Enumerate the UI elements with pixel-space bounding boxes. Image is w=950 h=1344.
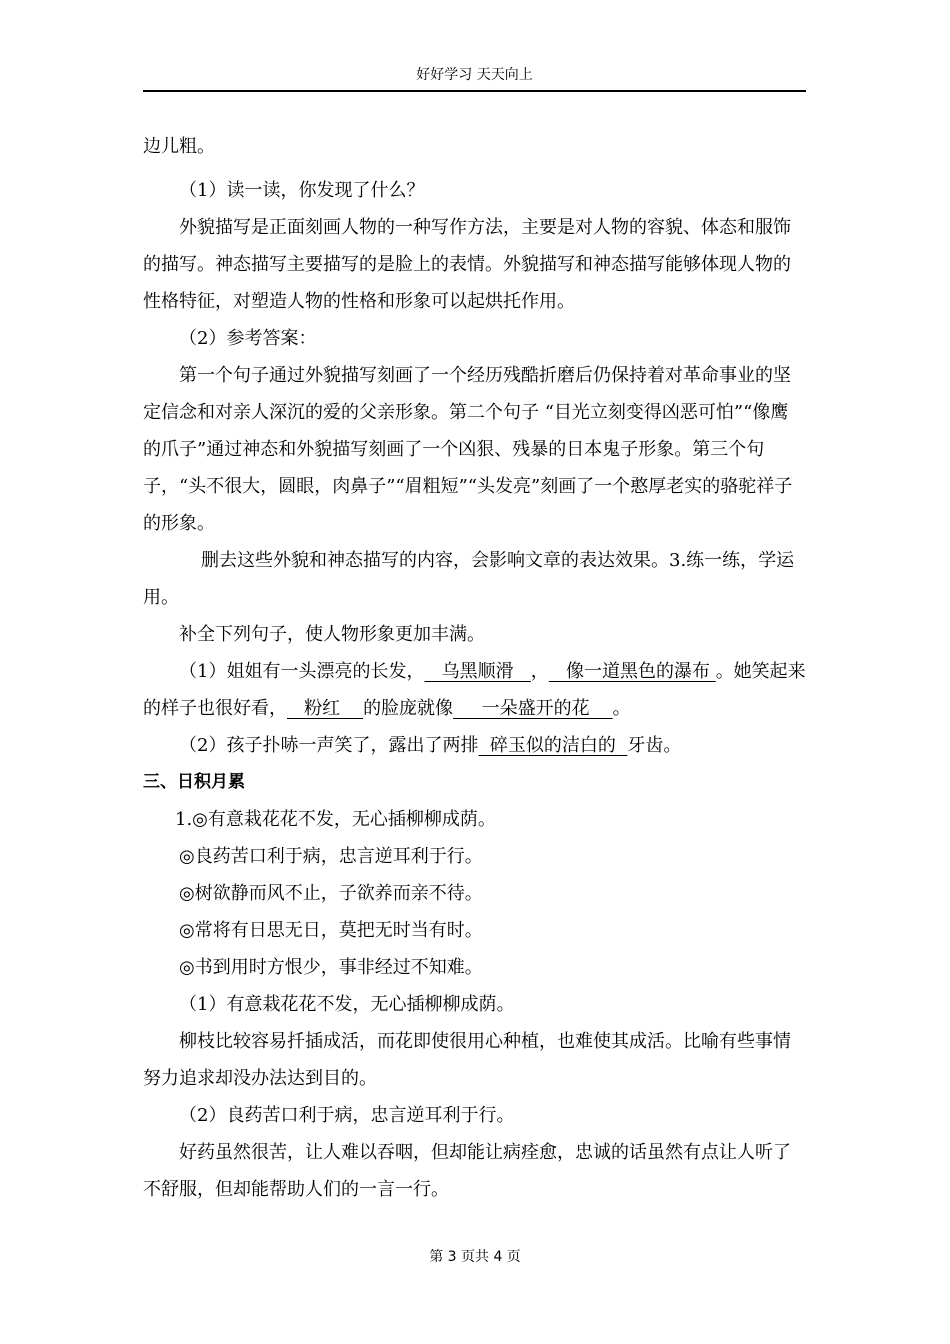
section-heading: 三、日积月累 bbox=[143, 772, 245, 792]
paragraph: 柳枝比较容易扦插成活，而花即使很用心种植，也难使其成活。比喻有些事情努力追求却没办法达到目的。 bbox=[143, 1031, 791, 1089]
proverb-line: ◎书到用时方恨少，事非经过不知难。 bbox=[179, 957, 483, 978]
sentence-text: 。 bbox=[612, 698, 631, 719]
fill-in-sentence bbox=[143, 653, 806, 727]
paragraph: 边儿粗。 bbox=[143, 136, 215, 157]
answer-blank: 乌黑顺滑 bbox=[424, 661, 531, 682]
paragraph: 好药虽然很苦，让人难以吞咽，但却能让病痊愈，忠诚的话虽然有点让人听了不舒服，但却能帮助人们的一言一行。 bbox=[143, 1142, 791, 1200]
answer-blank: 碎玉似的洁白的 bbox=[478, 735, 628, 756]
proverb-line: 1.◎有意栽花花不发，无心插柳柳成荫。 bbox=[175, 809, 496, 830]
sentence-text: ， bbox=[530, 661, 549, 682]
paragraph: 补全下列句子，使人物形象更加丰满。 bbox=[179, 624, 485, 645]
paragraph: （2）良药苦口利于病，忠言逆耳利于行。 bbox=[179, 1105, 515, 1126]
page-footer bbox=[0, 1246, 950, 1266]
proverb-line: ◎良药苦口利于病，忠言逆耳利于行。 bbox=[179, 846, 483, 867]
paragraph: 外貌描写是正面刻画人物的一种写作方法，主要是对人物的容貌、体态和服饰的描写。神态描写主要描写的是脸上的表情。外貌描写和神态描写能够体现人物的性格特征，对塑造人物的性格和形象可以起烘托作用。 bbox=[143, 217, 791, 312]
page-header bbox=[143, 60, 806, 92]
paragraph: （1）有意栽花花不发，无心插柳柳成荫。 bbox=[179, 994, 515, 1015]
proverb-line: ◎常将有日思无日，莫把无时当有时。 bbox=[179, 920, 483, 941]
paragraph: （1）读一读，你发现了什么？ bbox=[179, 180, 425, 201]
paragraph: 删去这些外貌和神态描写的内容，会影响文章的表达效果。3.练一练，学运用。 bbox=[143, 550, 795, 608]
sentence-text: （2）孩子扑哧一声笑了，露出了两排 bbox=[179, 735, 479, 756]
page-content bbox=[143, 128, 806, 1208]
answer-blank: 粉红 bbox=[287, 698, 364, 719]
proverb-line: ◎树欲静而风不止，子欲养而亲不待。 bbox=[179, 883, 483, 904]
answer-blank: 一朵盛开的花 bbox=[453, 698, 613, 719]
sentence-text: 牙齿。 bbox=[627, 735, 682, 756]
sentence-text: （1）姐姐有一头漂亮的长发， bbox=[179, 661, 425, 682]
paragraph: 第一个句子通过外貌描写刻画了一个经历残酷折磨后仍保持着对革命事业的坚定信念和对亲人深沉的爱的父亲形象。第二个句子 “目光立刻变得凶恶可怕”“像鹰的爪子”通过神态和外貌描写刻画了一个凶狠、残暴的日本鬼子形象。第三个句子，“头不很大，圆眼，肉鼻子”“眉粗短”“头发亮”刻画了一个憨厚老实的骆驼祥子的形象。 bbox=[143, 365, 793, 534]
answer-blank: 像一道黑色的瀑布 bbox=[548, 661, 716, 682]
paragraph: （2）参考答案： bbox=[179, 328, 317, 349]
fill-in-sentence bbox=[143, 727, 806, 764]
header-text: 好好学习 天天向上 bbox=[416, 67, 533, 83]
page-number: 第 3 页共 4 页 bbox=[429, 1249, 521, 1265]
sentence-text: 。她笑起来的样子也很好看， bbox=[143, 661, 806, 719]
sentence-text: 的脸庞就像 bbox=[363, 698, 454, 719]
